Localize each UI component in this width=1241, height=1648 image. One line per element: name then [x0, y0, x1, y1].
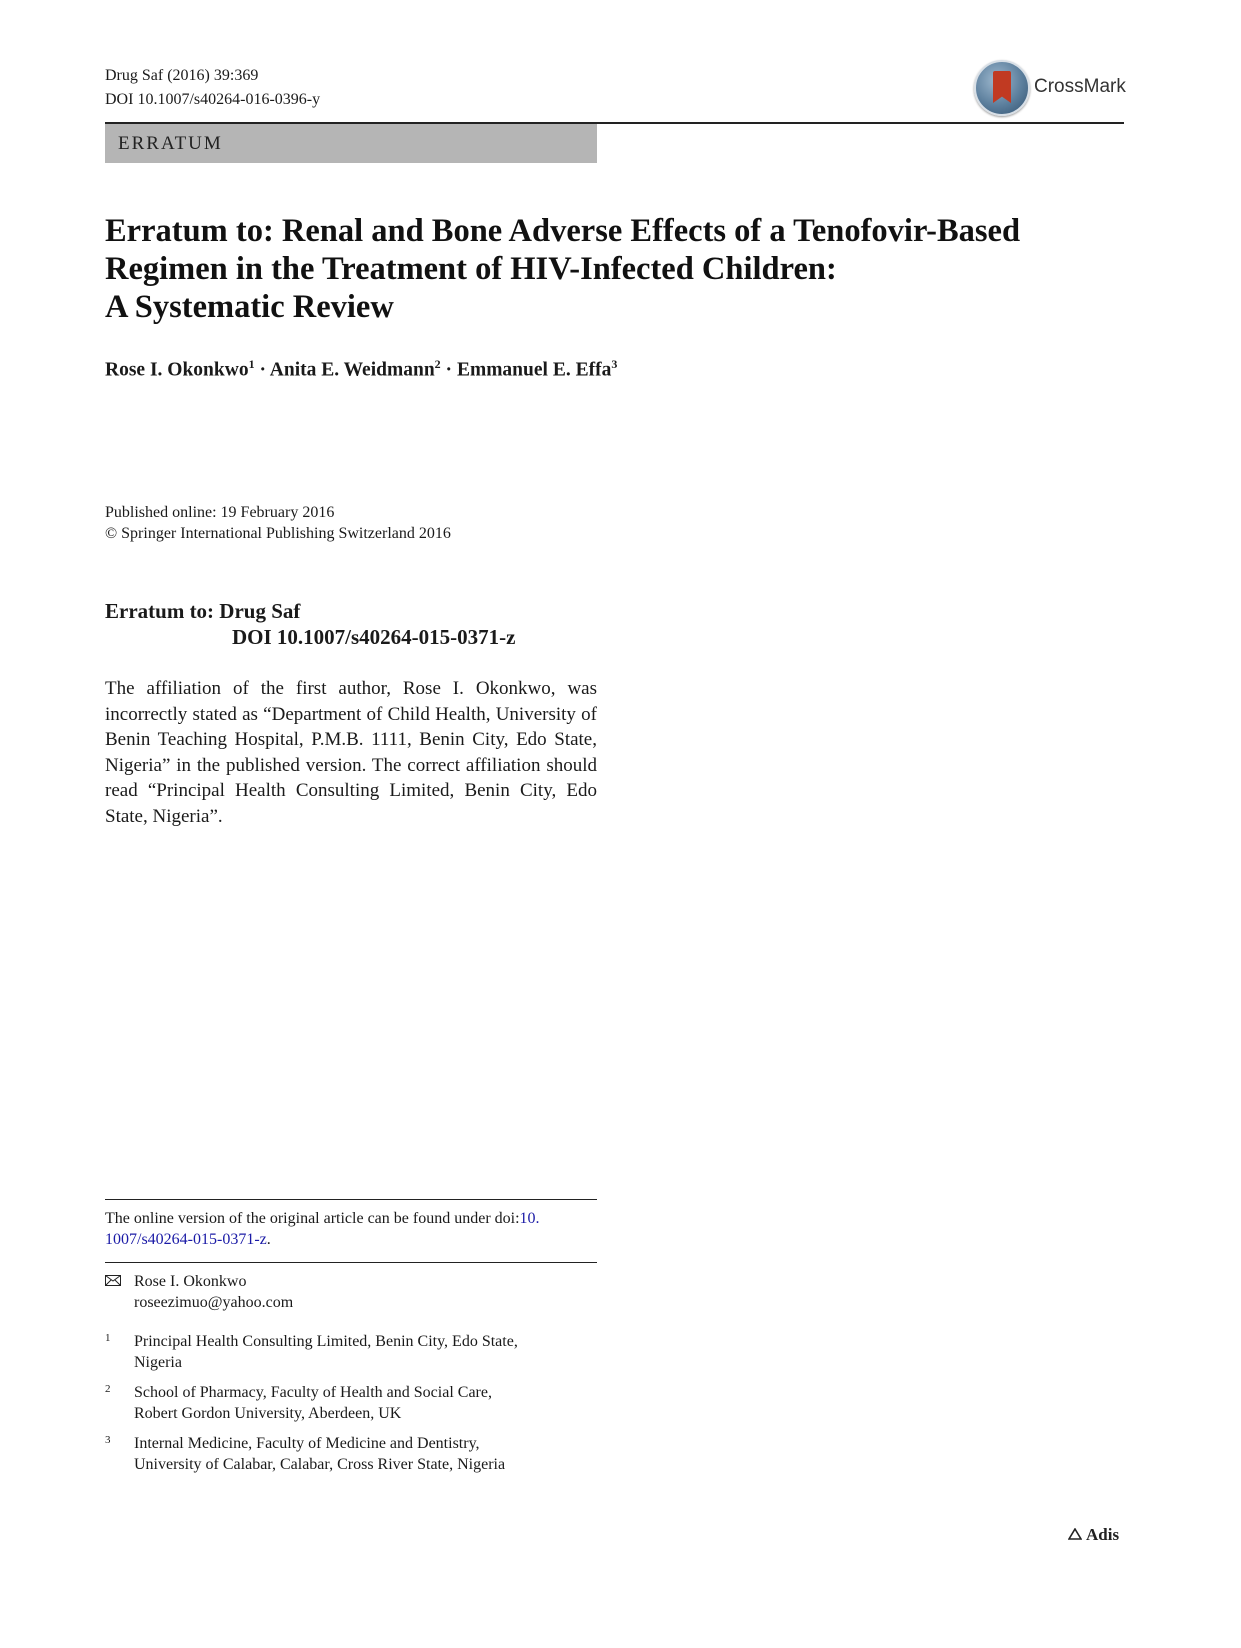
- original-doi-link[interactable]: 1007/s40264-015-0371-z: [105, 1231, 267, 1248]
- envelope-icon: [105, 1275, 121, 1286]
- publisher-name: Adis: [1086, 1525, 1120, 1544]
- corresponding-author: [105, 1271, 293, 1313]
- publication-info: [105, 502, 451, 544]
- journal-info: [105, 64, 320, 112]
- journal-citation: Drug Saf (2016) 39:369: [105, 67, 259, 84]
- erratum-reference-journal: Erratum to: Drug Saf: [105, 599, 301, 623]
- crossmark-badge[interactable]: [974, 60, 1124, 118]
- affiliation-line: Nigeria: [134, 1354, 182, 1371]
- published-date: Published online: 19 February 2016: [105, 504, 335, 521]
- author-affiliation-marker: 3: [611, 357, 618, 371]
- original-doi-link[interactable]: 10.: [519, 1210, 540, 1227]
- author-name[interactable]: Anita E. Weidmann: [269, 359, 435, 381]
- author-name[interactable]: Rose I. Okonkwo: [105, 359, 249, 381]
- title-line: Regimen in the Treatment of HIV-Infected Children:: [105, 251, 837, 287]
- author-separator: ·: [440, 359, 457, 381]
- affiliation-item: [105, 1331, 597, 1373]
- affiliation-item: [105, 1382, 597, 1424]
- publisher-logo: [1068, 1525, 1119, 1545]
- title-line: Erratum to: Renal and Bone Adverse Effects of a Tenofovir-Based: [105, 213, 1021, 249]
- affiliation-line: Principal Health Consulting Limited, Benin City, Edo State,: [134, 1333, 518, 1350]
- article-type-banner: [105, 124, 597, 163]
- original-article-footnote: [105, 1208, 597, 1250]
- affiliation-line: Internal Medicine, Faculty of Medicine and Dentistry,: [134, 1435, 480, 1452]
- author-separator: ·: [254, 359, 270, 381]
- article-doi: DOI 10.1007/s40264-016-0396-y: [105, 91, 321, 108]
- adis-triangle-icon: [1068, 1528, 1082, 1540]
- contact-rule: [105, 1262, 597, 1263]
- footnote-text: The online version of the original article can be found under doi:: [105, 1210, 520, 1227]
- article-title: [105, 212, 1115, 326]
- contact-name: Rose I. Okonkwo: [134, 1273, 247, 1290]
- footnote-end: .: [266, 1231, 271, 1248]
- erratum-reference-heading: [105, 598, 515, 650]
- crossmark-icon: [974, 60, 1030, 116]
- affiliation-line: University of Calabar, Calabar, Cross River State, Nigeria: [134, 1456, 506, 1473]
- contact-email[interactable]: roseezimuo@yahoo.com: [134, 1294, 294, 1311]
- erratum-reference-doi: DOI 10.1007/s40264-015-0371-z: [232, 625, 516, 649]
- affiliation-line: Robert Gordon University, Aberdeen, UK: [134, 1405, 402, 1422]
- copyright: © Springer International Publishing Switzerland 2016: [105, 525, 451, 542]
- author-list: [105, 357, 617, 382]
- erratum-body: The affiliation of the first author, Rose I. Okonkwo, was incorrectly stated as “Department of Child Health, University of Benin Teaching Hospital, P.M.B. 1111, Benin City, Edo State, Nigeria” in the published version. The correct affiliation should read “Principal Health Consulting Limited, Benin City, Edo State, Nigeria”.: [105, 678, 597, 827]
- footnote-rule: [105, 1199, 597, 1200]
- affiliation-line: School of Pharmacy, Faculty of Health and Social Care,: [134, 1384, 492, 1401]
- article-type-label: ERRATUM: [118, 133, 223, 154]
- affiliation-number: 1: [105, 1332, 111, 1344]
- crossmark-label: CrossMark: [1034, 76, 1126, 97]
- author-affiliation-marker: 1: [248, 357, 255, 371]
- author-affiliation-marker: 2: [434, 357, 441, 371]
- affiliation-item: [105, 1433, 597, 1475]
- affiliation-number: 3: [105, 1434, 111, 1446]
- title-line: A Systematic Review: [105, 289, 394, 325]
- affiliation-number: 2: [105, 1383, 111, 1395]
- author-name[interactable]: Emmanuel E. Effa: [456, 359, 612, 381]
